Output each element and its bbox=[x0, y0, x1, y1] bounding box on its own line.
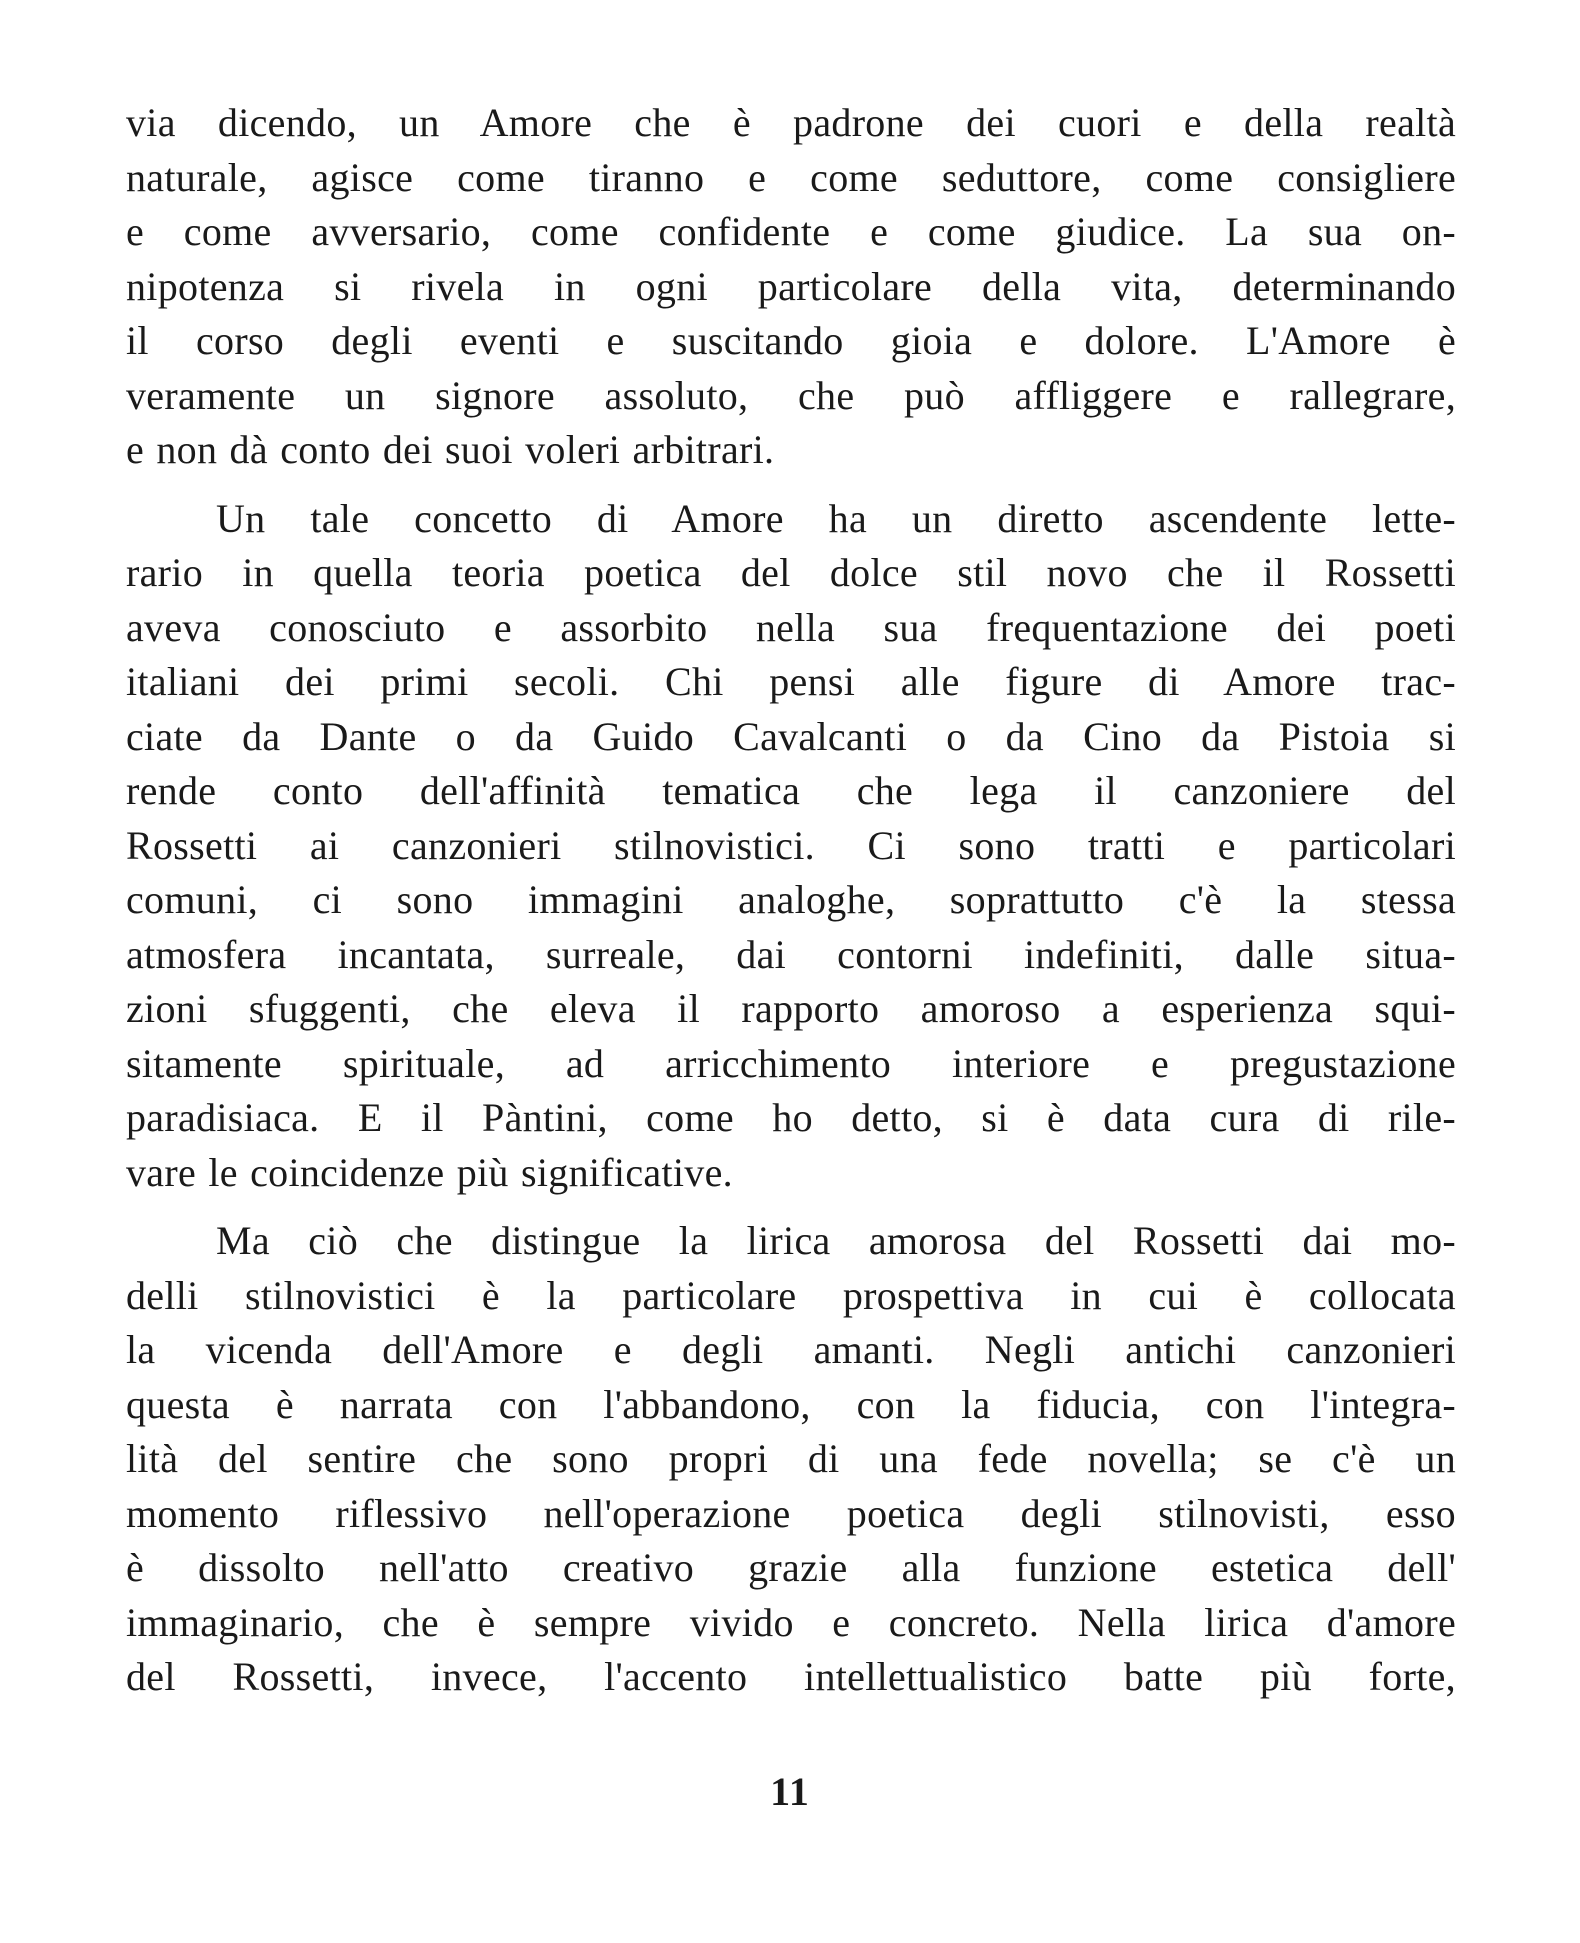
body-text bbox=[126, 96, 1456, 1705]
text-line: nipotenza si rivela in ogni particolare della vita, determinando bbox=[126, 263, 1456, 309]
text-line: veramente un signore assoluto, che può affliggere e rallegrare, bbox=[126, 372, 1456, 418]
text-line: immaginario, che è sempre vivido e concreto. Nella lirica d'amore bbox=[126, 1599, 1456, 1645]
text-line: ciate da Dante o da Guido Cavalcanti o da Cino da Pistoia si bbox=[126, 713, 1456, 759]
text-line: comuni, ci sono immagini analoghe, soprattutto c'è la stessa bbox=[126, 877, 1456, 922]
text-line: è dissolto nell'atto creativo grazie alla funzione estetica dell' bbox=[126, 1545, 1456, 1590]
text-line: via dicendo, un Amore che è padrone dei cuori e della realtà bbox=[126, 100, 1456, 145]
text-line: Ma ciò che distingue la lirica amorosa del Rossetti dai mo- bbox=[216, 1218, 1456, 1263]
text-line: zioni sfuggenti, che eleva il rapporto amoroso a esperienza squi- bbox=[126, 986, 1456, 1031]
text-line: naturale, agisce come tiranno e come seduttore, come consigliere bbox=[126, 154, 1456, 200]
text-line: italiani dei primi secoli. Chi pensi alle figure di Amore trac- bbox=[126, 659, 1456, 704]
text-line: sitamente spirituale, ad arricchimento interiore e pregustazione bbox=[126, 1040, 1456, 1086]
text-line: questa è narrata con l'abbandono, con la fiducia, con l'integra- bbox=[126, 1381, 1456, 1427]
text-line: la vicenda dell'Amore e degli amanti. Negli antichi canzonieri bbox=[126, 1327, 1456, 1372]
text-line: momento riflessivo nell'operazione poetica degli stilnovisti, esso bbox=[126, 1490, 1456, 1536]
page-number: 11 bbox=[770, 1769, 810, 1814]
paragraph bbox=[126, 1214, 1456, 1705]
text-line: e non dà conto dei suoi voleri arbitrari. bbox=[126, 427, 775, 472]
text-line: e come avversario, come confidente e come giudice. La sua on- bbox=[126, 209, 1456, 254]
text-line: del Rossetti, invece, l'accento intellettualistico batte più forte, bbox=[126, 1654, 1456, 1699]
paragraph bbox=[126, 492, 1456, 1201]
text-line: rende conto dell'affinità tematica che lega il canzoniere del bbox=[126, 768, 1456, 813]
text-line: lità del sentire che sono propri di una fede novella; se c'è un bbox=[126, 1436, 1456, 1481]
text-line: il corso degli eventi e suscitando gioia e dolore. L'Amore è bbox=[126, 318, 1456, 363]
paragraph bbox=[126, 96, 1456, 478]
text-line: aveva conosciuto e assorbito nella sua frequentazione dei poeti bbox=[126, 604, 1456, 650]
text-line: delli stilnovistici è la particolare prospettiva in cui è collocata bbox=[126, 1272, 1456, 1318]
text-line: Un tale concetto di Amore ha un diretto ascendente lette- bbox=[216, 495, 1456, 541]
text-line: vare le coincidenze più significative. bbox=[126, 1149, 733, 1195]
text-line: paradisiaca. E il Pàntini, come ho detto, si è data cura di rile- bbox=[126, 1095, 1456, 1140]
text-line: Rossetti ai canzonieri stilnovistici. Ci sono tratti e particolari bbox=[126, 822, 1456, 868]
text-line: rario in quella teoria poetica del dolce stil novo che il Rossetti bbox=[126, 550, 1456, 595]
text-line: atmosfera incantata, surreale, dai contorni indefiniti, dalle situa- bbox=[126, 931, 1456, 977]
